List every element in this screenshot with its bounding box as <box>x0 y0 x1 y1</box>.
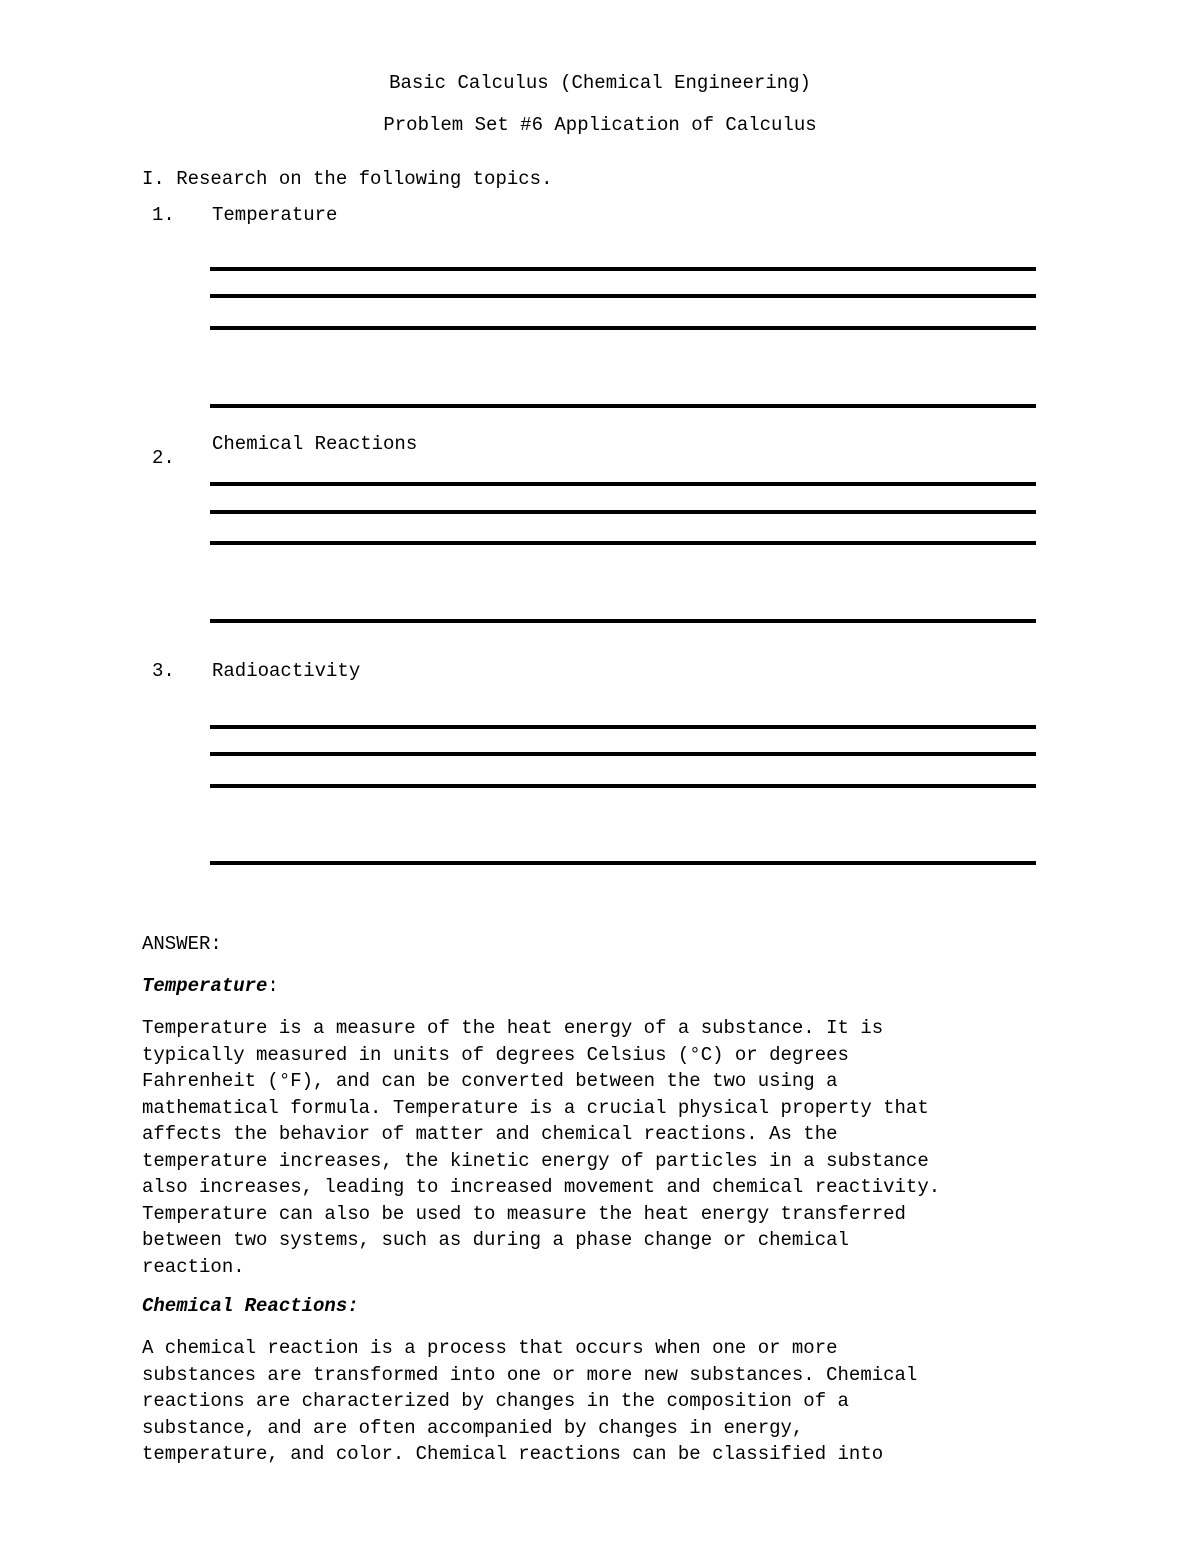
answer-line <box>210 267 1036 271</box>
answer-line <box>210 784 1036 788</box>
document-title: Basic Calculus (Chemical Engineering) <box>389 72 811 94</box>
paragraph-line: mathematical formula. Temperature is a crucial physical property that <box>142 1096 929 1119</box>
answer-line <box>210 861 1036 865</box>
topic-label: Radioactivity <box>212 660 361 682</box>
paragraph-line: typically measured in units of degrees Celsius (°C) or degrees <box>142 1043 849 1066</box>
paragraph-line: A chemical reaction is a process that occurs when one or more <box>142 1337 838 1359</box>
answer-line <box>210 510 1036 514</box>
paragraph-line: Fahrenheit (°F), and can be converted between the two using a <box>142 1070 838 1092</box>
chemical-reactions-paragraph <box>142 1335 1062 1468</box>
paragraph-line: Temperature is a measure of the heat energy of a substance. It is <box>142 1017 884 1039</box>
paragraph-line: substances are transformed into one or more new substances. Chemical <box>142 1363 918 1386</box>
paragraph-line: between two systems, such as during a phase change or chemical <box>142 1229 849 1251</box>
answer-line <box>210 619 1036 623</box>
paragraph-line: reaction. <box>142 1255 245 1278</box>
temperature-paragraph <box>142 1015 1062 1280</box>
paragraph-line: substance, and are often accompanied by changes in energy, <box>142 1416 804 1439</box>
paragraph-line: reactions are characterized by changes in the composition of a <box>142 1390 849 1412</box>
paragraph-line: Temperature can also be used to measure the heat energy transferred <box>142 1202 906 1225</box>
answer-line <box>210 326 1036 330</box>
instructions: I. Research on the following topics. <box>142 168 553 190</box>
topic-label: Chemical Reactions <box>212 433 418 455</box>
answer-line <box>210 752 1036 756</box>
paragraph-line: affects the behavior of matter and chemical reactions. As the <box>142 1123 838 1145</box>
paragraph-line: temperature increases, the kinetic energy of particles in a substance <box>142 1149 929 1172</box>
section-heading-chemical-reactions: Chemical Reactions: <box>142 1295 359 1317</box>
answer-line <box>210 725 1036 729</box>
answer-heading: ANSWER: <box>142 933 222 955</box>
paragraph-line: temperature, and color. Chemical reactions can be classified into <box>142 1443 884 1465</box>
topic-number: 3. <box>152 660 175 682</box>
answer-line <box>210 294 1036 298</box>
paragraph-line: also increases, leading to increased movement and chemical reactivity. <box>142 1176 941 1198</box>
answer-line <box>210 541 1036 545</box>
topic-label: Temperature <box>212 204 338 226</box>
section-heading-temperature: Temperature: <box>142 975 279 997</box>
topic-number: 1. <box>152 204 175 226</box>
topic-number: 2. <box>152 447 175 469</box>
document-subtitle: Problem Set #6 Application of Calculus <box>383 114 817 136</box>
answer-line <box>210 482 1036 486</box>
answer-line <box>210 404 1036 408</box>
